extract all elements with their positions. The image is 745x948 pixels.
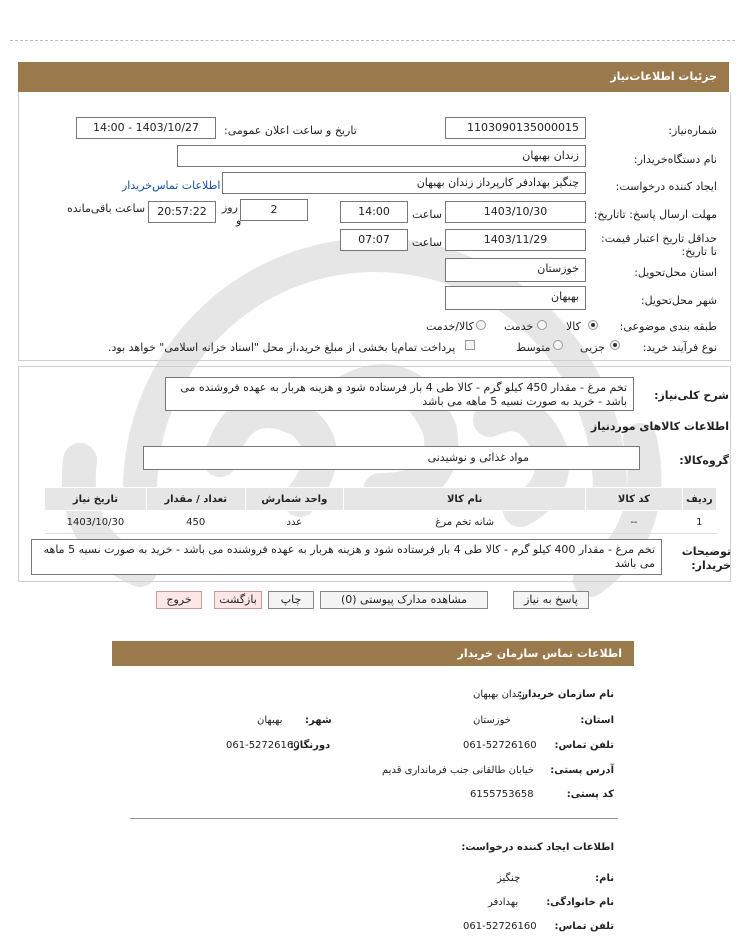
back-button[interactable]: بازگشت [214,591,262,609]
cell-row: 1 [682,511,716,534]
creator-phone-value: 061-52726160 [463,921,537,932]
buyer-org-label: نام دستگاه‌خریدار: [633,153,717,166]
creator-last-name-label: نام خانوادگی: [546,897,614,908]
category-label: طبقه بندی موضوعی: [619,320,717,333]
items-title: اطلاعات کالاهای موردنیاز [590,420,729,433]
contact-org-value: زندان بهبهان [473,689,525,700]
process-medium-radio[interactable] [553,340,563,350]
creator-first-name-label: نام: [595,873,614,884]
category-service-label: خدمت [504,320,534,333]
group-field[interactable]: مواد غذائی و نوشیدنی [143,446,640,470]
contact-address-label: آدرس پستی: [550,765,614,776]
col-qty: تعداد / مقدار [146,488,245,511]
min-validity-label: حداقل تاریخ اعتبار قیمت: تا تاریخ: [601,232,717,258]
desc-label: شرح کلی‌نیاز: [654,389,729,402]
category-service-radio[interactable] [537,320,547,330]
contact-title: اطلاعات تماس سازمان خریدار [457,647,622,660]
contact-postal-label: کد پستی: [566,789,614,800]
validity-time-label: ساعت [412,236,442,249]
desc-field[interactable]: تخم مرغ - مقدار 450 کیلو گرم - کالا طی 4 بار فرستاده شود و هزینه هربار به عهده فروشنده می باشد - خرید به صورت نسیه 5 ماهه می باشد [165,377,634,411]
contact-header [112,641,634,666]
creator-last-name-value: بهدادفر [488,897,519,908]
province-field[interactable]: خوزستان [445,258,586,282]
contact-postal-value: 6155753658 [470,789,534,800]
section-header [18,62,729,92]
validity-date-field[interactable]: 1403/11/29 [445,229,586,251]
col-row: ردیف [682,488,716,511]
exit-button[interactable]: خروج [156,591,202,609]
creator-info-title: اطلاعات ایجاد کننده درخواست: [461,842,614,853]
contact-address-value: خیابان طالقانی جنب فرمانداری قدیم [382,765,535,776]
col-date: تاریخ نیاز [45,488,147,511]
city-label: شهر محل‌تحویل: [640,294,717,307]
announce-label: تاریخ و ساعت اعلان عمومی: [224,124,357,137]
deadline-time-label: ساعت [412,208,442,221]
buyer-notes-label: توضیحات خریدار: [681,545,731,572]
contact-phone-value: 061-52726160 [463,740,537,751]
category-both-radio[interactable] [476,320,486,330]
table-row[interactable] [45,511,717,534]
contact-divider [130,818,618,819]
days-label: روز [222,201,238,214]
need-number-field[interactable]: 1103090135000015 [445,117,586,139]
col-code: کد کالا [586,488,683,511]
creator-field[interactable]: چنگیز بهدادفر کارپرداز زندان بهبهان [222,172,586,194]
city-field[interactable]: بهبهان [445,286,586,310]
section-title: جزئیات اطلاعات‌نیاز [610,70,717,83]
contact-city-value: بهبهان [257,715,283,726]
print-button[interactable]: چاپ [268,591,314,609]
creator-phone-label: تلفن تماس: [554,921,614,932]
days-field[interactable]: 2 [240,199,308,221]
category-both-label: کالا/خدمت [426,320,474,333]
view-documents-button[interactable]: مشاهده مدارک پیوستی (0) [320,591,488,609]
process-label: نوع فرآیند خرید: [642,341,717,354]
category-goods-radio[interactable] [588,320,598,330]
deadline-time-field[interactable]: 14:00 [340,201,408,223]
col-name: نام کالا [344,488,586,511]
need-number-label: شماره‌نیاز: [668,124,717,137]
contact-fax-value: 061-52726160 [226,740,300,751]
creator-label: ایجاد کننده درخواست: [615,180,717,193]
treasury-note: پرداخت تمام‌یا بخشی از مبلغ خرید،از محل "اسناد خزانه اسلامی" خواهد بود. [108,341,456,354]
cell-date: 1403/10/30 [45,511,147,534]
announce-field[interactable]: 1403/10/27 - 14:00 [76,117,216,139]
items-table [44,487,717,534]
contact-province-value: خوزستان [473,715,511,726]
contact-org-label: نام سازمان خریدار: [518,689,614,700]
and-label: و [236,214,242,227]
remaining-time-field[interactable]: 20:57:22 [148,201,216,223]
contact-city-label: شهر: [305,715,332,726]
treasury-checkbox[interactable] [465,340,475,350]
process-minor-radio[interactable] [610,340,620,350]
deadline-date-field[interactable]: 1403/10/30 [445,201,586,223]
buyer-notes-field[interactable]: تخم مرغ - مقدار 400 کیلو گرم - کالا طی 4 بار فرستاده شود و هزینه هربار به عهده فروشنده می باشد - خرید به صورت نسیه 5 ماهه می باشد [31,539,662,575]
group-label: گروه‌کالا: [679,454,729,467]
province-label: استان محل‌تحویل: [634,266,717,279]
remaining-label: ساعت باقی‌مانده [67,202,146,215]
category-goods-label: کالا [566,320,581,333]
creator-first-name-value: چنگیز [497,873,521,884]
buyer-contact-link[interactable]: اطلاعات تماس‌خریدار [122,179,221,192]
col-unit: واحد شمارش [245,488,344,511]
contact-province-label: استان: [580,715,614,726]
contact-phone-label: تلفن تماس: [554,740,614,751]
deadline-label: مهلت ارسال پاسخ: تاتاریخ: [593,208,717,221]
top-divider [10,40,735,41]
process-minor-label: جزیی [580,341,606,354]
process-medium-label: متوسط [516,341,551,354]
cell-name: شانه تخم مرغ [344,511,586,534]
buyer-org-field[interactable]: زندان بهبهان [177,145,586,167]
cell-unit: عدد [245,511,344,534]
cell-qty: 450 [146,511,245,534]
cell-code: -- [586,511,683,534]
contact-fax-label: دورنگار: [290,740,331,751]
validity-time-field[interactable]: 07:07 [340,229,408,251]
reply-button[interactable]: پاسخ به نیاز [513,591,589,609]
